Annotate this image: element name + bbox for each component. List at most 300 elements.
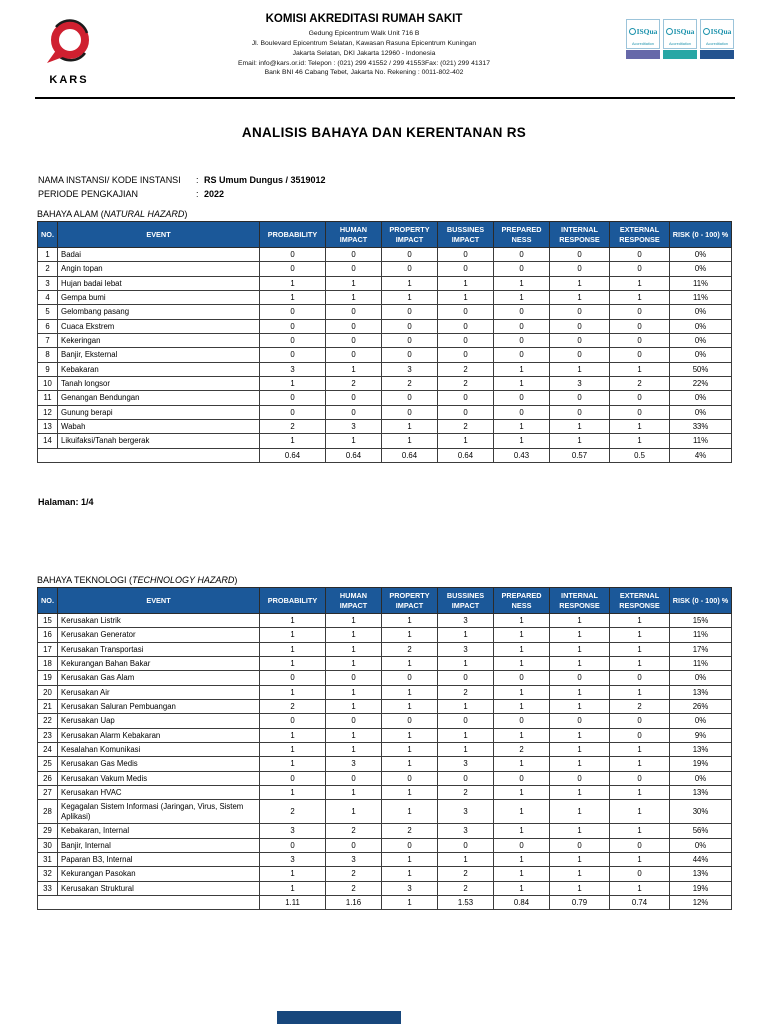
score-value: 1 [550,657,610,671]
score-value: 1 [550,614,610,628]
risk-value: 0% [670,671,732,685]
row-number: 10 [38,377,58,391]
score-value: 3 [438,824,494,838]
score-value: 3 [260,852,326,866]
table-row [38,757,732,771]
event-name: Paparan B3, Internal [58,852,260,866]
score-value: 0 [382,771,438,785]
column-header: HUMAN IMPACT [326,222,382,248]
score-value: 1 [326,276,382,290]
summary-average: 0.64 [260,448,326,462]
column-header: PROBABILITY [260,222,326,248]
summary-average: 0.5 [610,448,670,462]
isqua-badge-box [663,19,697,49]
risk-value: 22% [670,377,732,391]
score-value: 0 [610,319,670,333]
score-value: 1 [550,628,610,642]
row-number: 31 [38,852,58,866]
risk-value: 0% [670,391,732,405]
score-value: 1 [382,685,438,699]
score-value: 1 [326,728,382,742]
score-value: 0 [494,838,550,852]
score-value: 1 [550,276,610,290]
event-name: Kerusakan Generator [58,628,260,642]
kars-logo-label: KARS [49,74,89,86]
row-number: 12 [38,405,58,419]
isqua-badge-ribbon [700,50,734,59]
letterhead [36,13,734,86]
score-value: 1 [494,757,550,771]
score-value: 0 [260,714,326,728]
score-value: 0 [550,334,610,348]
kars-logo [36,13,102,86]
summary-average: 1.16 [326,895,382,909]
score-value: 2 [438,881,494,895]
table-row [38,743,732,757]
score-value: 0 [550,714,610,728]
isqua-badge [700,19,734,59]
score-value: 1 [610,362,670,376]
score-value: 1 [494,362,550,376]
score-value: 2 [610,377,670,391]
table-row [38,824,732,838]
score-value: 1 [550,362,610,376]
score-value: 1 [550,420,610,434]
risk-value: 0% [670,262,732,276]
score-value: 0 [382,334,438,348]
score-value: 1 [550,642,610,656]
row-number: 19 [38,671,58,685]
score-value: 1 [550,824,610,838]
table-row [38,867,732,881]
summary-average: 0.57 [550,448,610,462]
score-value: 1 [382,743,438,757]
event-name: Kebakaran, Internal [58,824,260,838]
letterhead-divider [35,97,735,99]
event-name: Kerusakan Saluran Pembuangan [58,700,260,714]
score-value: 0 [494,262,550,276]
score-value: 1 [494,642,550,656]
event-name: Kerusakan Alarm Kebakaran [58,728,260,742]
column-header: PROBABILITY [260,588,326,614]
score-value: 1 [494,700,550,714]
table-row [38,628,732,642]
isqua-badge-name: ISQua [673,27,695,37]
score-value: 2 [326,881,382,895]
score-value: 3 [382,881,438,895]
score-value: 3 [438,614,494,628]
risk-value: 0% [670,838,732,852]
score-value: 1 [382,867,438,881]
column-header: EVENT [58,588,260,614]
table-row [38,786,732,800]
column-header: NO. [38,588,58,614]
score-value: 1 [494,377,550,391]
score-value: 0 [438,305,494,319]
separator: : [196,175,199,185]
table-row [38,800,732,824]
score-value: 1 [550,434,610,448]
score-value: 1 [260,291,326,305]
kars-logo-icon [43,17,95,67]
row-number: 8 [38,348,58,362]
score-value: 1 [494,852,550,866]
score-value: 1 [260,434,326,448]
score-value: 1 [610,685,670,699]
score-value: 2 [260,420,326,434]
score-value: 0 [438,838,494,852]
document-info [38,174,326,202]
score-value: 1 [438,628,494,642]
score-value: 0 [326,334,382,348]
score-value: 0 [326,714,382,728]
page-title: ANALISIS BAHAYA DAN KERENTANAN RS [241,125,527,140]
score-value: 1 [382,434,438,448]
event-name: Angin topan [58,262,260,276]
score-value: 0 [438,671,494,685]
section-label-text: ) [184,209,188,219]
risk-value: 0% [670,348,732,362]
score-value: 0 [438,405,494,419]
table-row [38,614,732,628]
address-line: Jakarta Selatan, DKI Jakarta 12960 - Indonesia [292,49,436,57]
score-value: 1 [494,786,550,800]
score-value: 1 [260,685,326,699]
score-value: 1 [494,800,550,824]
score-value: 0 [438,319,494,333]
score-value: 1 [438,852,494,866]
summary-average: 1 [382,895,438,909]
score-value: 1 [382,786,438,800]
score-value: 1 [494,867,550,881]
score-value: 1 [438,434,494,448]
column-header: EXTERNAL RESPONSE [610,222,670,248]
globe-icon [666,28,673,35]
column-header: EXTERNAL RESPONSE [610,588,670,614]
event-name: Kerusakan Listrik [58,614,260,628]
score-value: 1 [550,728,610,742]
score-value: 1 [494,657,550,671]
org-name: KOMISI AKREDITASI RUMAH SAKIT [265,13,463,25]
event-name: Gempa bumi [58,291,260,305]
table-row [38,348,732,362]
score-value: 1 [610,852,670,866]
score-value: 0 [326,319,382,333]
event-name: Banjir, Eksternal [58,348,260,362]
row-number: 29 [38,824,58,838]
summary-risk-value: 4% [670,448,732,462]
score-value: 0 [494,334,550,348]
row-number: 15 [38,614,58,628]
event-name: Kebakaran [58,362,260,376]
score-value: 1 [550,786,610,800]
risk-value: 0% [670,319,732,333]
score-value: 1 [326,743,382,757]
score-value: 1 [382,728,438,742]
column-header: NO. [38,222,58,248]
event-name: Kerusakan Gas Alam [58,671,260,685]
event-name: Kekurangan Pasokan [58,867,260,881]
score-value: 0 [610,391,670,405]
event-name: Genangan Bendungan [58,391,260,405]
risk-value: 9% [670,728,732,742]
score-value: 1 [610,881,670,895]
score-value: 1 [438,743,494,757]
table-header-row [38,222,732,248]
table-row [38,852,732,866]
score-value: 3 [326,852,382,866]
event-name: Tanah longsor [58,377,260,391]
risk-value: 11% [670,291,732,305]
score-value: 3 [326,420,382,434]
score-value: 1 [382,700,438,714]
isqua-badge [626,19,660,59]
risk-value: 17% [670,642,732,656]
score-value: 0 [382,248,438,262]
risk-value: 11% [670,628,732,642]
score-value: 1 [550,867,610,881]
score-value: 1 [610,743,670,757]
score-value: 1 [438,276,494,290]
summary-average: 1.11 [260,895,326,909]
event-name: Kerusakan HVAC [58,786,260,800]
score-value: 1 [326,786,382,800]
summary-average: 0.79 [550,895,610,909]
table-row [38,700,732,714]
table-row [38,671,732,685]
score-value: 1 [382,291,438,305]
table-row [38,405,732,419]
score-value: 0 [610,728,670,742]
score-value: 0 [260,838,326,852]
globe-icon [703,28,710,35]
score-value: 0 [610,248,670,262]
score-value: 0 [610,838,670,852]
score-value: 1 [260,743,326,757]
score-value: 0 [260,671,326,685]
summary-average: 0.64 [382,448,438,462]
summary-row [38,448,732,462]
section-label-technology [37,575,731,585]
row-number: 16 [38,628,58,642]
score-value: 1 [260,657,326,671]
risk-value: 19% [670,881,732,895]
score-value: 0 [382,838,438,852]
column-header: PROPERTY IMPACT [382,588,438,614]
score-value: 2 [438,420,494,434]
address-line: Jl. Boulevard Epicentrum Selatan, Kawasan Rasuna Epicentrum Kuningan [251,39,477,47]
score-value: 1 [494,434,550,448]
score-value: 1 [382,757,438,771]
score-value: 1 [610,276,670,290]
risk-value: 0% [670,405,732,419]
section-label-italic: TECHNOLOGY HAZARD [132,575,235,585]
column-header: BUSSINES IMPACT [438,222,494,248]
score-value: 0 [382,262,438,276]
table-row [38,391,732,405]
score-value: 1 [494,291,550,305]
score-value: 1 [326,614,382,628]
score-value: 0 [438,771,494,785]
isqua-badge-ribbon [663,50,697,59]
score-value: 0 [550,391,610,405]
score-value: 1 [494,824,550,838]
score-value: 1 [382,614,438,628]
technology-hazard-table [37,587,732,910]
score-value: 1 [610,757,670,771]
score-value: 0 [550,262,610,276]
score-value: 1 [382,852,438,866]
score-value: 1 [326,700,382,714]
instansi-row [38,174,326,188]
score-value: 1 [494,881,550,895]
column-header: EVENT [58,222,260,248]
isqua-badge [663,19,697,59]
score-value: 1 [382,628,438,642]
score-value: 1 [260,614,326,628]
isqua-badge-sub: Accreditation [632,42,654,46]
summary-average: 0.84 [494,895,550,909]
score-value: 0 [550,248,610,262]
event-name: Kerusakan Uap [58,714,260,728]
score-value: 1 [260,377,326,391]
score-value: 1 [610,642,670,656]
score-value: 0 [494,405,550,419]
score-value: 0 [326,838,382,852]
row-number: 30 [38,838,58,852]
row-number: 32 [38,867,58,881]
page-number: Halaman: 1/4 [38,497,94,507]
risk-value: 0% [670,334,732,348]
score-value: 0 [610,334,670,348]
score-value: 1 [260,728,326,742]
score-value: 1 [326,291,382,305]
score-value: 1 [610,628,670,642]
table-row [38,838,732,852]
isqua-badge-box [700,19,734,49]
score-value: 3 [438,800,494,824]
score-value: 0 [260,334,326,348]
event-name: Banjir, Internal [58,838,260,852]
risk-value: 0% [670,771,732,785]
score-value: 1 [438,291,494,305]
summary-average: 0.64 [438,448,494,462]
score-value: 0 [438,248,494,262]
score-value: 2 [326,824,382,838]
periode-value: 2022 [204,188,225,199]
score-value: 2 [438,786,494,800]
column-header: INTERNAL RESPONSE [550,222,610,248]
isqua-badge-name: ISQua [710,27,732,37]
risk-value: 13% [670,685,732,699]
score-value: 1 [260,867,326,881]
column-header: RISK (0 - 100) % [670,588,732,614]
risk-value: 26% [670,700,732,714]
score-value: 1 [494,276,550,290]
table-row [38,291,732,305]
score-value: 1 [438,728,494,742]
row-number: 5 [38,305,58,319]
isqua-badges [626,13,734,59]
section-label-text: BAHAYA TEKNOLOGI ( [37,575,133,585]
event-name: Likuifaksi/Tanah bergerak [58,434,260,448]
risk-value: 11% [670,276,732,290]
column-header: BUSSINES IMPACT [438,588,494,614]
row-number: 23 [38,728,58,742]
table-row [38,334,732,348]
row-number: 25 [38,757,58,771]
instansi-label: NAMA INSTANSI/ KODE INSTANSI [38,175,181,185]
score-value: 0 [382,671,438,685]
score-value: 0 [494,319,550,333]
score-value: 2 [438,362,494,376]
risk-value: 13% [670,786,732,800]
score-value: 0 [438,262,494,276]
table-row [38,377,732,391]
score-value: 1 [550,852,610,866]
score-value: 1 [326,657,382,671]
score-value: 1 [326,642,382,656]
score-value: 0 [438,334,494,348]
row-number: 4 [38,291,58,305]
score-value: 2 [382,377,438,391]
address-line: Email: info@kars.or.id: Telepon : (021) 299 41552 / 299 41553Fax: (021) 299 41317 [237,59,490,67]
score-value: 3 [550,377,610,391]
table-row [38,434,732,448]
score-value: 0 [494,391,550,405]
summary-row [38,895,732,909]
risk-value: 11% [670,434,732,448]
event-name: Kerusakan Vakum Medis [58,771,260,785]
summary-risk-value: 12% [670,895,732,909]
row-number: 27 [38,786,58,800]
score-value: 0 [382,714,438,728]
score-value: 0 [610,305,670,319]
table-row [38,262,732,276]
letterhead-text [102,13,626,78]
periode-label: PERIODE PENGKAJIAN [38,188,139,199]
score-value: 1 [326,685,382,699]
score-value: 1 [494,685,550,699]
score-value: 2 [438,867,494,881]
isqua-badge-sub: Accreditation [706,42,728,46]
score-value: 0 [494,305,550,319]
event-name: Kerusakan Struktural [58,881,260,895]
score-value: 1 [610,657,670,671]
table-row [38,642,732,656]
row-number: 11 [38,391,58,405]
summary-average: 0.64 [326,448,382,462]
score-value: 1 [550,685,610,699]
score-value: 0 [382,348,438,362]
score-value: 3 [260,824,326,838]
risk-value: 30% [670,800,732,824]
score-value: 1 [550,700,610,714]
row-number: 18 [38,657,58,671]
row-number: 2 [38,262,58,276]
score-value: 1 [260,881,326,895]
risk-value: 13% [670,867,732,881]
score-value: 0 [610,671,670,685]
column-header: PROPERTY IMPACT [382,222,438,248]
globe-icon [629,28,636,35]
score-value: 0 [260,405,326,419]
score-value: 0 [260,391,326,405]
score-value: 1 [550,800,610,824]
score-value: 1 [610,786,670,800]
score-value: 3 [438,757,494,771]
score-value: 0 [610,867,670,881]
